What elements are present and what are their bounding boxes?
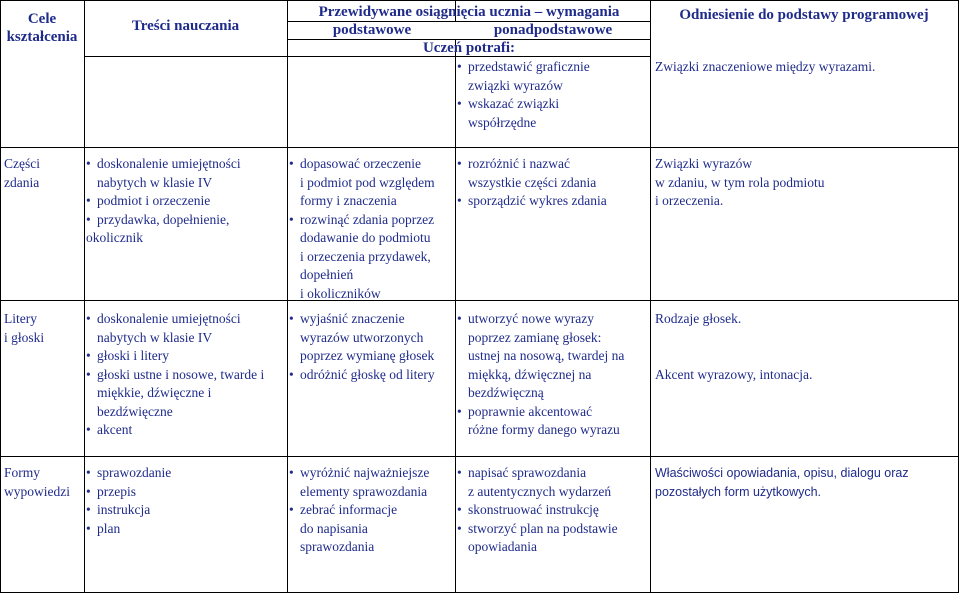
bullet-item: • rozwinąć zdania poprzez: [289, 211, 453, 230]
bullet-item-continuation: bezdźwięczne: [97, 403, 173, 419]
goal-line: i głoski: [4, 329, 45, 345]
bullet-item: • wskazać związki: [457, 95, 647, 114]
row3-content: [86, 464, 285, 538]
bullet-item: • poprawnie akcentować: [457, 403, 647, 422]
reference-line: i orzeczenia.: [655, 193, 724, 208]
reference-line: Właściwości opowiadania, opisu, dialogu oraz: [655, 466, 909, 480]
bullet-item: • dopasować orzeczenie: [289, 155, 453, 174]
goal-line: Części: [4, 156, 40, 171]
header-goals-line2: kształcenia: [6, 29, 78, 45]
row0-reference: [655, 58, 955, 77]
row1-content: [86, 155, 285, 248]
bullet-item: • stworzyć plan na podstawie: [457, 520, 647, 539]
table-border-left: [0, 0, 1, 593]
goal-line: zdania: [4, 174, 40, 190]
bullet-item: • sprawozdanie: [86, 464, 285, 483]
row-divider: [0, 456, 959, 457]
reference-line: Związki znaczeniowe między wyrazami.: [655, 59, 876, 74]
bullet-item-continuation: związki wyrazów: [468, 77, 563, 93]
bullet-item-continuation: z autentycznych wydarzeń: [468, 483, 612, 499]
bullet-item-continuation: nabytych w klasie IV: [97, 174, 213, 190]
header-goals-line1: Cele: [27, 11, 57, 27]
reference-line: Akcent wyrazowy, intonacja.: [655, 366, 813, 382]
bullet-item-continuation: bezdźwięczną: [468, 385, 544, 400]
header-requirements: Przewidywane osiągnięcia ucznia – wymagania: [318, 4, 620, 20]
bullet-item: • doskonalenie umiejętności: [86, 155, 285, 174]
bullet-item-continuation: sprawozdania: [300, 539, 375, 554]
header-basic: podstawowe: [332, 22, 412, 38]
bullet-item-continuation: do napisania: [300, 520, 368, 536]
bullet-item-continuation: formy i znaczenia: [300, 193, 397, 208]
bullet-item-continuation: opowiadania: [468, 539, 537, 554]
bullet-item: • przydawka, dopełnienie,: [86, 211, 285, 230]
bullet-item-continuation: i orzeczenia przydawek,: [300, 248, 431, 264]
row1-goal: [4, 155, 82, 192]
bullet-item: • rozróżnić i nazwać: [457, 155, 647, 174]
bullet-item: • sporządzić wykres zdania: [457, 192, 647, 211]
bullet-item: • przepis: [86, 483, 285, 502]
column-divider: [84, 0, 85, 593]
header-reference: Odniesienie do podstawy programowej: [679, 7, 929, 23]
row2-goal: [4, 310, 82, 347]
bullet-item-continuation: współrzędne: [468, 114, 537, 130]
row1-extended: [457, 155, 647, 211]
row3-reference: [655, 464, 955, 501]
bullet-item: • głoski ustne i nosowe, twarde i: [86, 366, 285, 385]
column-divider: [287, 0, 288, 593]
bullet-item-continuation: i podmiot pod względem: [300, 174, 435, 190]
table-border-right: [958, 0, 959, 593]
row2-reference: [655, 310, 955, 384]
reference-spacer: [655, 347, 955, 366]
bullet-item-continuation: poprzez wymianę głosek: [300, 348, 435, 363]
bullet-item: • wyjaśnić znaczenie: [289, 310, 453, 329]
bullet-item-continuation: wszystkie części zdania: [468, 174, 597, 190]
bullet-item-continuation: nabytych w klasie IV: [97, 329, 213, 345]
bullet-item: • odróżnić głoskę od litery: [289, 366, 453, 385]
reference-line: Rodzaje głosek.: [655, 311, 742, 326]
bullet-item-continuation: dopełnień: [300, 267, 354, 282]
bullet-item: • wyróżnić najważniejsze: [289, 464, 453, 483]
table-border-top: [0, 0, 959, 1]
header-goals: [4, 10, 80, 46]
row3-extended: [457, 464, 647, 557]
column-divider: [650, 0, 651, 593]
reference-line: w zdaniu, w tym rola podmiotu: [655, 174, 825, 190]
bullet-item-continuation: różne formy danego wyrazu: [468, 422, 620, 437]
bullet-item-continuation: wyrazów utworzonych: [300, 329, 424, 345]
header-content: Treści nauczania: [131, 18, 240, 34]
reference-line: Związki wyrazów: [655, 156, 753, 171]
row3-goal: [4, 464, 82, 501]
bullet-item-continuation: miękką, dźwięcznej na: [468, 366, 592, 382]
bullet-item: • akcent: [86, 421, 285, 440]
row-divider: [0, 147, 959, 148]
header-pupil: Uczeń potrafi:: [422, 40, 516, 56]
goal-line: wypowiedzi: [4, 483, 70, 499]
bullet-item-continuation: poprzez zamianę głosek:: [468, 329, 602, 345]
header-extended: ponadpodstawowe: [493, 22, 613, 38]
reference-line: pozostałych form użytkowych.: [655, 484, 822, 499]
row1-basic: [289, 155, 453, 303]
row3-basic: [289, 464, 453, 557]
bullet-item: • podmiot i orzeczenie: [86, 192, 285, 211]
row0-extended: [457, 58, 647, 132]
bullet-item-continuation: okolicznik: [86, 230, 143, 245]
row2-basic: [289, 310, 453, 384]
bullet-item: • instrukcja: [86, 501, 285, 520]
bullet-item-continuation: i okoliczników: [300, 285, 381, 301]
bullet-item: • skonstruować instrukcję: [457, 501, 647, 520]
bullet-item-continuation: elementy sprawozdania: [300, 483, 428, 499]
row2-content: [86, 310, 285, 440]
bullet-item-continuation: miękkie, dźwięczne i: [97, 385, 212, 400]
row1-reference: [655, 155, 955, 211]
bullet-item: • utworzyć nowe wyrazy: [457, 310, 647, 329]
row2-extended: [457, 310, 647, 440]
bullet-item: • plan: [86, 520, 285, 539]
bullet-item: • głoski i litery: [86, 347, 285, 366]
row-divider: [0, 300, 959, 301]
bullet-item: • napisać sprawozdania: [457, 464, 647, 483]
goal-line: Formy: [4, 465, 41, 480]
bullet-item-continuation: dodawanie do podmiotu: [300, 230, 431, 245]
column-divider: [455, 40, 456, 593]
bullet-item-continuation: ustnej na nosową, twardej na: [468, 348, 625, 363]
bullet-item: • przedstawić graficznie: [457, 58, 647, 77]
bullet-item: • doskonalenie umiejętności: [86, 310, 285, 329]
reference-spacer: [655, 329, 955, 348]
goal-line: Litery: [4, 311, 37, 326]
bullet-item: • zebrać informacje: [289, 501, 453, 520]
